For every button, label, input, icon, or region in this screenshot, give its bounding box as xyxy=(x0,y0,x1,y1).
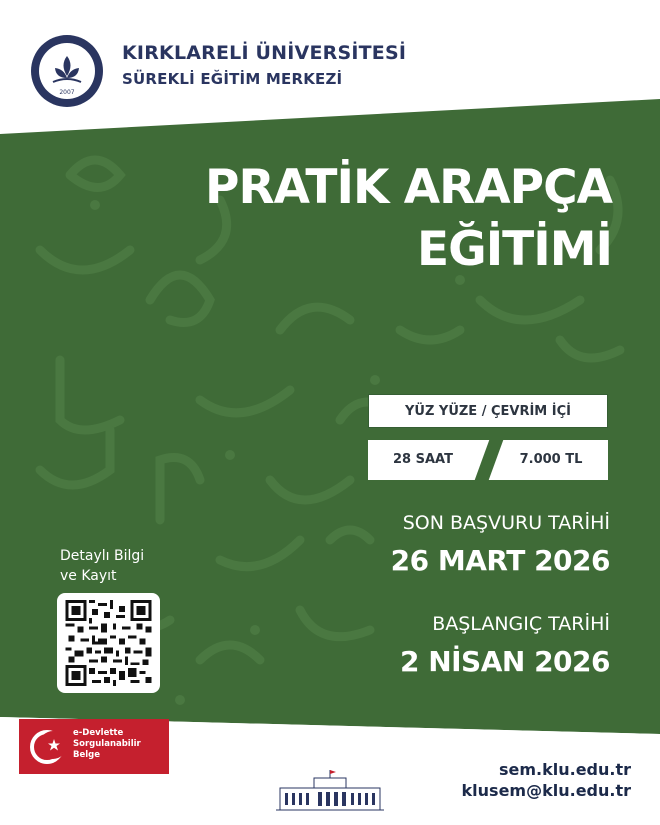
course-title-line2: EĞİTİMİ xyxy=(417,222,612,277)
turkish-flag-crescent-icon xyxy=(27,727,67,767)
registration-line2: ve Kayıt xyxy=(60,568,117,584)
start-label: BAŞLANGIÇ TARİHİ xyxy=(432,613,610,635)
university-building-icon xyxy=(276,768,384,812)
course-title-line1: PRATİK ARAPÇA xyxy=(205,160,612,215)
course-mode-text: YÜZ YÜZE / ÇEVRİM İÇİ xyxy=(404,403,571,419)
website-link[interactable]: sem.klu.edu.tr xyxy=(498,760,631,779)
e-devlet-text xyxy=(73,728,141,761)
e-devlet-line3: Belge xyxy=(73,750,101,760)
logo-year: 2007 xyxy=(59,89,75,96)
course-info-box xyxy=(368,440,608,480)
course-mode-badge xyxy=(368,394,608,428)
e-devlet-line1: e-Devlette xyxy=(73,728,124,738)
qr-code-card[interactable] xyxy=(57,593,160,693)
course-hours: 28 SAAT xyxy=(393,452,453,467)
registration-line1: Detaylı Bilgi xyxy=(60,548,145,564)
course-price: 7.000 TL xyxy=(519,452,583,467)
start-date: 2 NİSAN 2026 xyxy=(399,645,610,678)
deadline-label: SON BAŞVURU TARİHİ xyxy=(402,512,610,534)
university-seal-icon xyxy=(30,34,104,108)
university-name: KIRKLARELİ ÜNİVERSİTESİ xyxy=(122,42,407,64)
center-name: SÜREKLİ EĞİTİM MERKEZİ xyxy=(122,70,343,88)
header xyxy=(0,0,660,150)
e-devlet-line2: Sorgulanabilir xyxy=(73,739,141,749)
e-devlet-badge[interactable] xyxy=(19,719,169,774)
registration-info xyxy=(60,546,144,586)
qr-code-icon[interactable] xyxy=(64,600,153,686)
deadline-date: 26 MART 2026 xyxy=(390,544,610,577)
email-link[interactable]: klusem@klu.edu.tr xyxy=(461,781,631,800)
